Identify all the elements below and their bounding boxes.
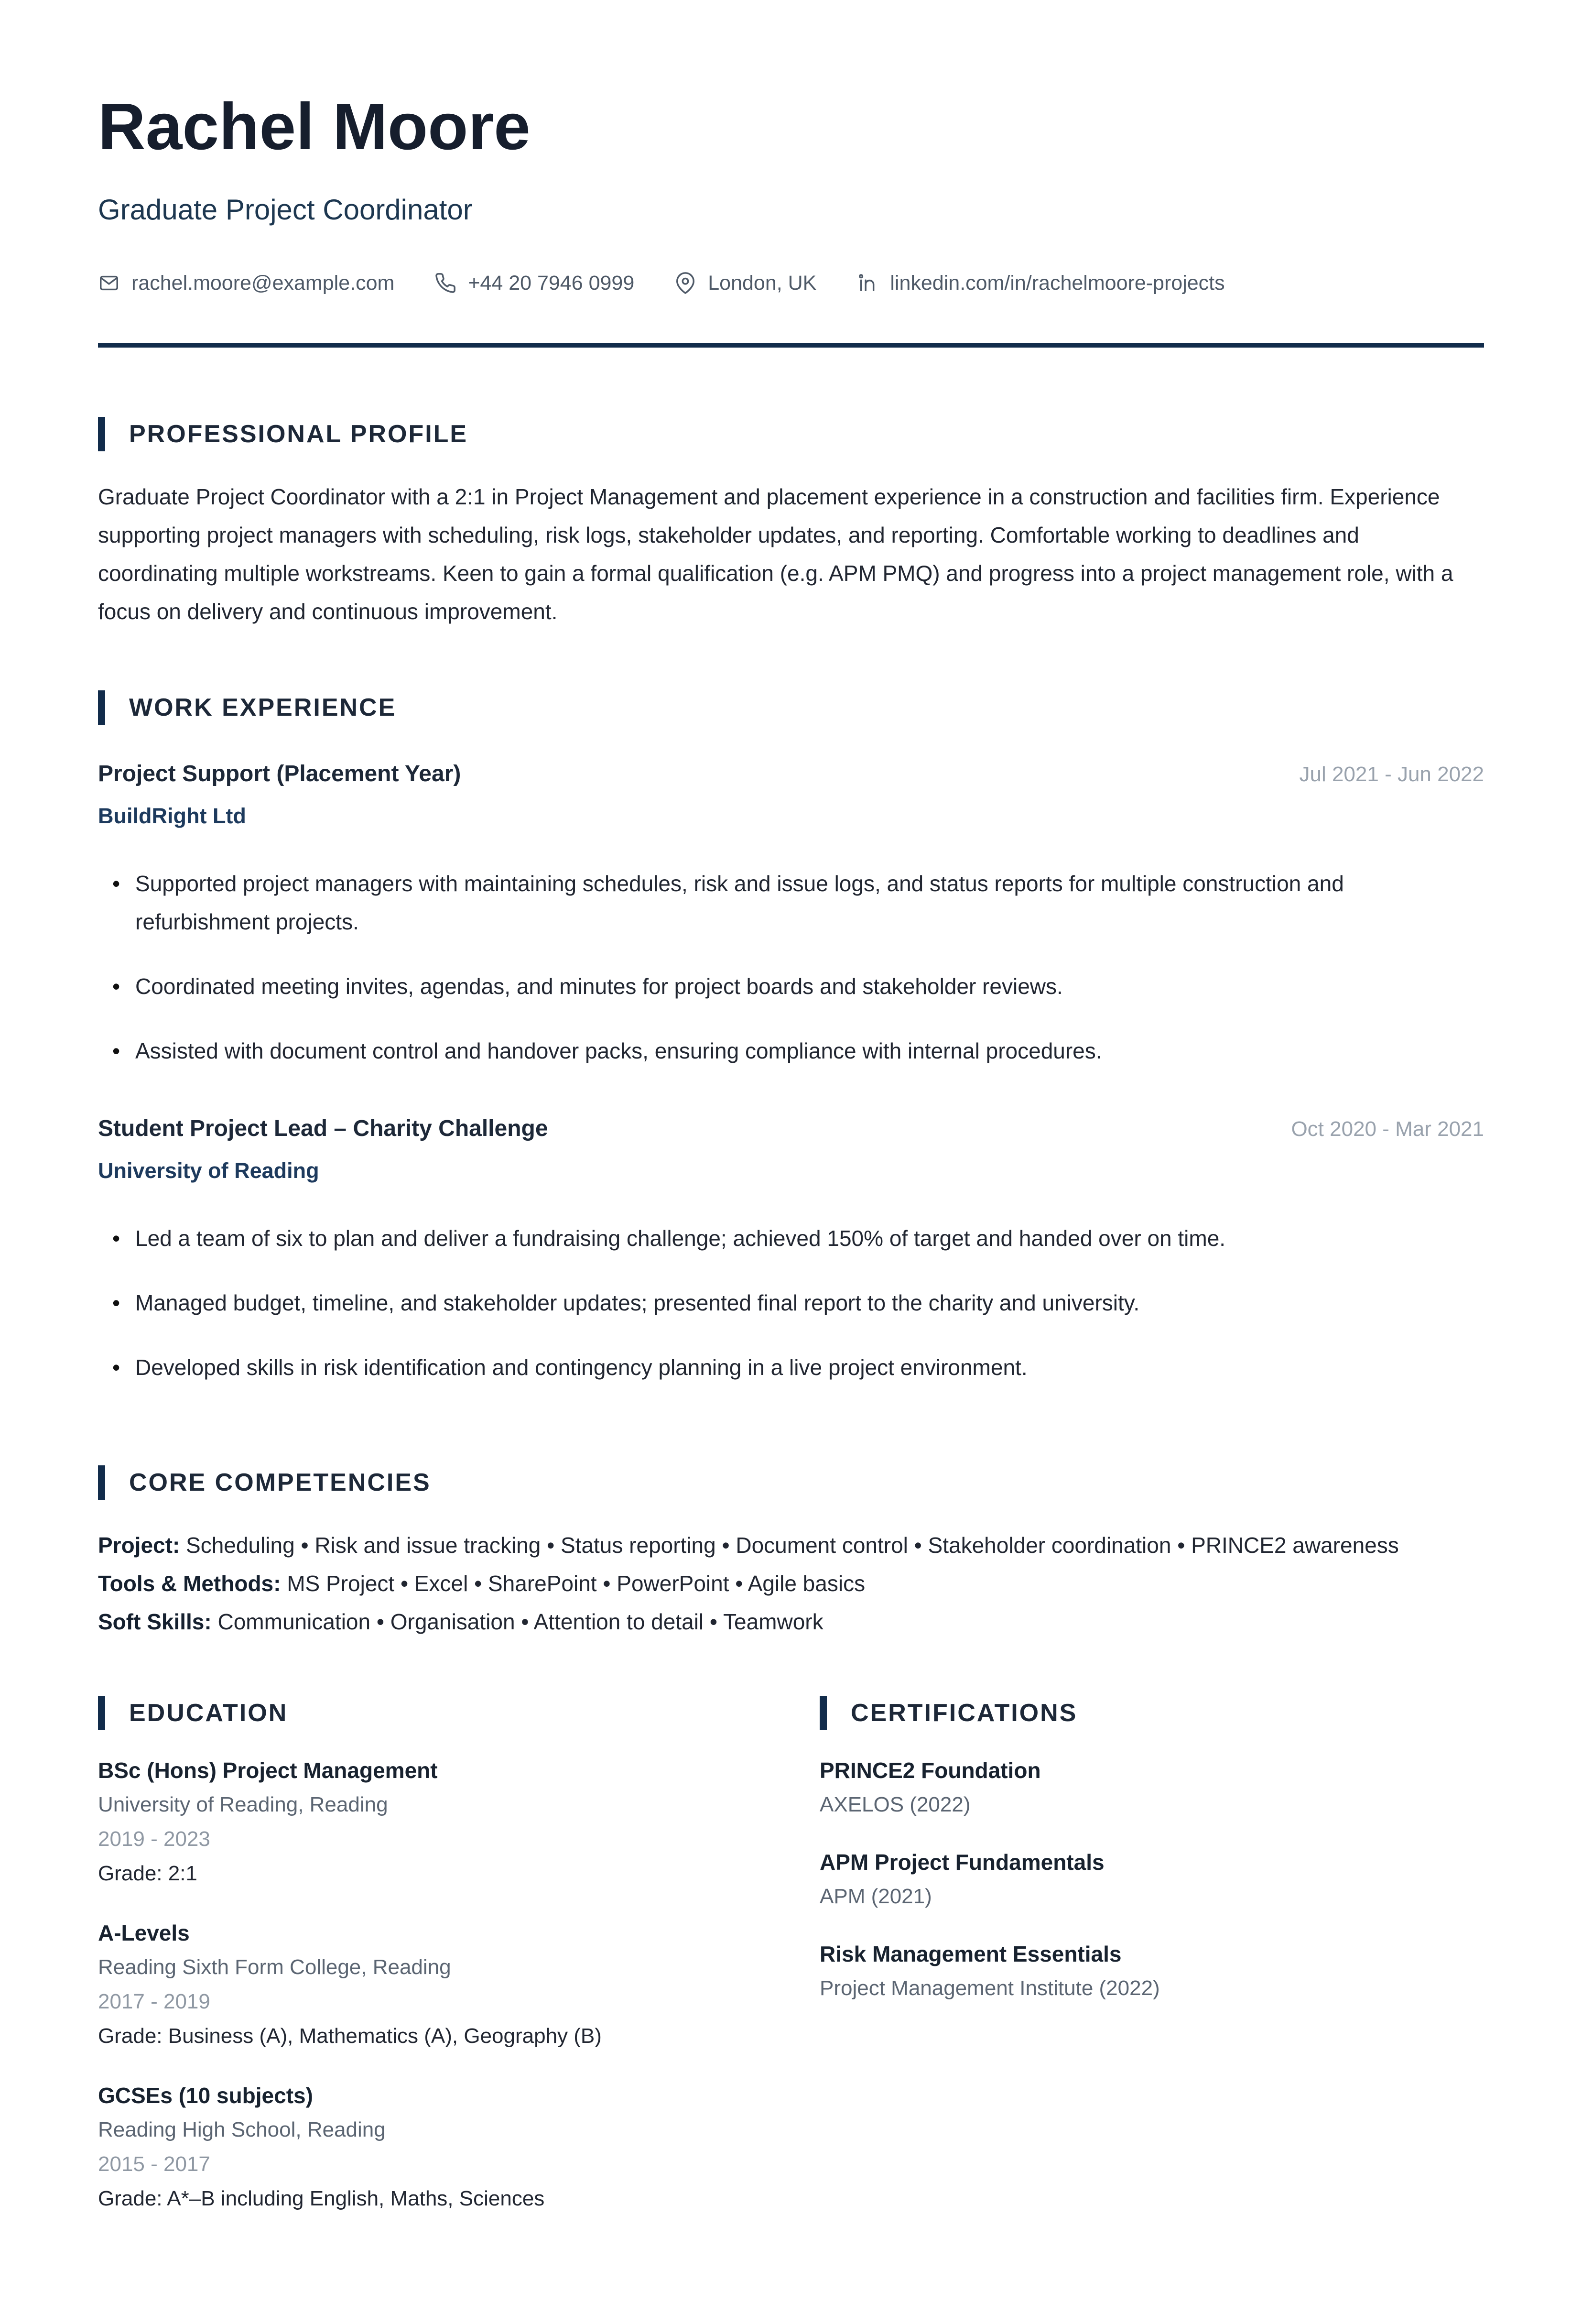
competency-label: Project: — [98, 1532, 180, 1558]
institution: University of Reading, Reading — [98, 1792, 388, 1816]
competency-row — [98, 1526, 1484, 1564]
contact-phone — [434, 272, 634, 295]
job-entry — [98, 1115, 1484, 1386]
education-grade: Grade: Business (A), Mathematics (A), Geography (B) — [98, 2024, 602, 2048]
section-accent-bar — [98, 1696, 105, 1730]
job-company: University of Reading — [98, 1158, 319, 1183]
competency-label: Tools & Methods: — [98, 1571, 281, 1596]
section-accent-bar — [98, 417, 105, 451]
competency-text: MS Project • Excel • SharePoint • PowerPoint • Agile basics — [287, 1571, 866, 1596]
education-years: 2019 - 2023 — [98, 1827, 210, 1851]
job-header — [98, 1115, 1484, 1142]
contact-email — [98, 272, 394, 295]
contact-linkedin — [856, 272, 1224, 295]
job-title: Project Support (Placement Year) — [98, 761, 461, 786]
certification-name: PRINCE2 Foundation — [820, 1757, 1041, 1783]
resume-header — [98, 91, 1484, 348]
job-bullet: • Managed budget, timeline, and stakeholder updates; presented final report to the charity and university. — [112, 1284, 1484, 1322]
contact-email-text: rachel.moore@example.com — [131, 271, 395, 295]
degree-title: GCSEs (10 subjects) — [98, 2083, 313, 2108]
location-icon — [674, 272, 696, 294]
job-company: BuildRight Ltd — [98, 803, 246, 828]
contact-linkedin-text: linkedin.com/in/rachelmoore-projects — [890, 271, 1225, 295]
section-title: EDUCATION — [129, 1699, 288, 1727]
section-title: WORK EXPERIENCE — [129, 693, 397, 721]
linkedin-icon — [856, 272, 878, 294]
education-grade: Grade: A*–B including English, Maths, Sciences — [98, 2186, 545, 2210]
person-name: Rachel Moore — [98, 90, 531, 164]
section-title: CORE COMPETENCIES — [129, 1468, 431, 1496]
section-title: CERTIFICATIONS — [851, 1699, 1078, 1727]
certification-entry — [820, 1845, 1484, 1914]
job-bullet: • Supported project managers with maintaining schedules, risk and issue logs, and status reports for multiple construction and refurbishment projects. — [112, 864, 1484, 941]
section-title-row — [98, 1465, 1484, 1500]
profile-summary: Graduate Project Coordinator with a 2:1 in Project Management and placement experience in a construction and facilities firm. Experience supporting project managers with scheduling, risk logs, stakeholder updates, and reporting. Comfortable working to deadlines and coordinating multiple workstreams. Keen to gain a formal qualification (e.g. APM PMQ) and progress into a project management role, with a focus on delivery and continuous improvement. — [98, 484, 1453, 624]
education-entry — [98, 2078, 743, 2216]
certification-entry — [820, 1753, 1484, 1822]
education-entry — [98, 1753, 743, 1891]
certification-issuer: AXELOS (2022) — [820, 1792, 971, 1816]
competency-text: Scheduling • Risk and issue tracking • Status reporting • Document control • Stakeholder coordination • PRINCE2 awareness — [186, 1532, 1399, 1558]
section-title-row — [98, 1696, 743, 1730]
certification-entry — [820, 1937, 1484, 2006]
person-job-title: Graduate Project Coordinator — [98, 193, 473, 226]
email-icon — [98, 272, 120, 294]
education-entry — [98, 1916, 743, 2053]
job-bullet: • Coordinated meeting invites, agendas, and minutes for project boards and stakeholder reviews. — [112, 967, 1484, 1005]
job-entry — [98, 761, 1484, 1070]
section-accent-bar — [98, 690, 105, 725]
section-work-experience — [98, 690, 1484, 1386]
job-header — [98, 761, 1484, 787]
certification-name: APM Project Fundamentals — [820, 1849, 1105, 1875]
job-bullet-list — [98, 864, 1484, 1070]
competency-row — [98, 1564, 1484, 1603]
competency-row — [98, 1603, 1484, 1641]
section-education — [98, 1696, 743, 2241]
institution: Reading Sixth Form College, Reading — [98, 1955, 451, 1979]
section-accent-bar — [98, 1465, 105, 1500]
section-core-competencies — [98, 1465, 1484, 1641]
certification-issuer: Project Management Institute (2022) — [820, 1976, 1160, 2000]
competency-rows — [98, 1526, 1484, 1641]
section-title-row — [98, 690, 1484, 725]
job-bullet-list — [98, 1219, 1484, 1386]
header-divider — [98, 343, 1484, 348]
job-bullet: • Developed skills in risk identification and contingency planning in a live project environment. — [112, 1348, 1484, 1386]
job-bullet: • Led a team of six to plan and deliver a fundraising challenge; achieved 150% of target and handed over on time. — [112, 1219, 1484, 1257]
degree-title: A-Levels — [98, 1920, 190, 1945]
section-title: PROFESSIONAL PROFILE — [129, 420, 468, 448]
section-accent-bar — [820, 1696, 827, 1730]
certification-name: Risk Management Essentials — [820, 1941, 1122, 1966]
job-dates: Jul 2021 - Jun 2022 — [1299, 762, 1484, 786]
contact-row — [98, 272, 1484, 295]
competency-label: Soft Skills: — [98, 1609, 212, 1634]
contact-phone-text: +44 20 7946 0999 — [468, 271, 635, 295]
job-dates: Oct 2020 - Mar 2021 — [1291, 1117, 1484, 1141]
education-years: 2015 - 2017 — [98, 2152, 210, 2176]
institution: Reading High School, Reading — [98, 2117, 386, 2141]
education-years: 2017 - 2019 — [98, 1989, 210, 2013]
contact-location-text: London, UK — [708, 271, 817, 295]
competency-text: Communication • Organisation • Attention to detail • Teamwork — [217, 1609, 824, 1634]
contact-location — [674, 272, 816, 295]
section-title-row — [820, 1696, 1484, 1730]
bottom-columns — [98, 1696, 1484, 2241]
job-bullet: • Assisted with document control and handover packs, ensuring compliance with internal procedures. — [112, 1032, 1484, 1070]
degree-title: BSc (Hons) Project Management — [98, 1757, 438, 1783]
section-professional-profile — [98, 417, 1484, 631]
section-title-row — [98, 417, 1484, 451]
section-certifications — [820, 1696, 1484, 2022]
certification-issuer: APM (2021) — [820, 1884, 932, 1908]
job-title: Student Project Lead – Charity Challenge — [98, 1115, 548, 1141]
education-grade: Grade: 2:1 — [98, 1861, 197, 1885]
phone-icon — [434, 272, 456, 294]
